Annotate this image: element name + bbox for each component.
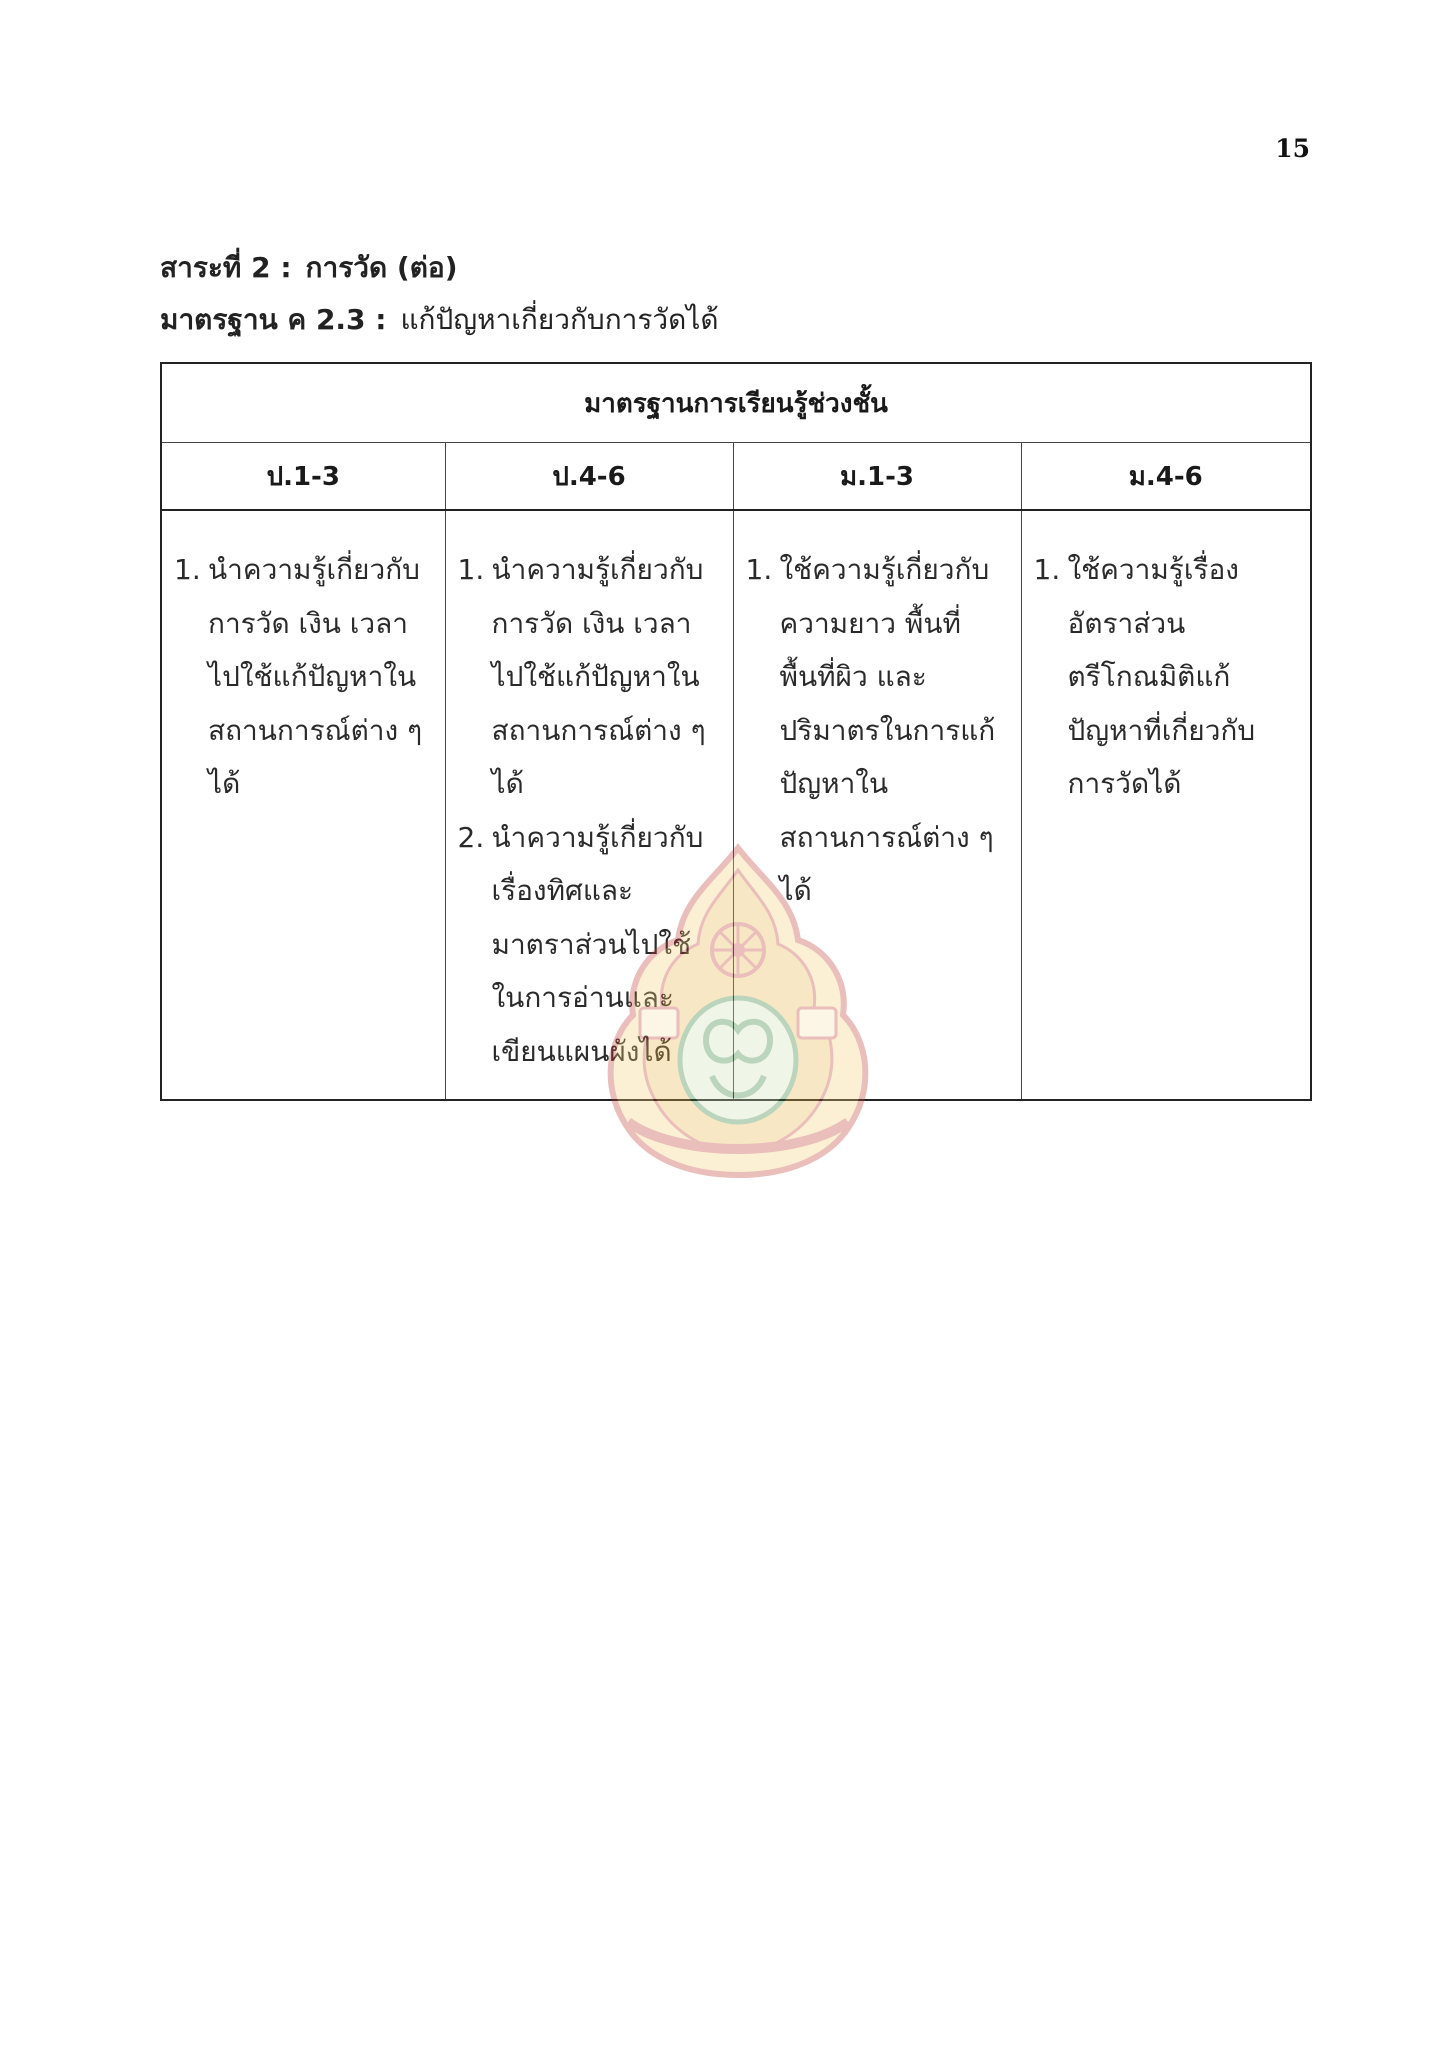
- grade-level-header: ป.4-6: [445, 443, 733, 511]
- indicator-number: 1.: [174, 553, 201, 586]
- indicator-text: นำความรู้เกี่ยวกับการวัด เงิน เวลาไปใช้แก้ปัญหาในสถานการณ์ต่าง ๆ ได้: [491, 553, 706, 800]
- grade-level-header: ม.4-6: [1021, 443, 1311, 511]
- indicator-item: [746, 543, 1011, 918]
- standard-label: มาตรฐาน ค 2.3 :: [160, 303, 387, 336]
- indicators-cell-p4-6: [445, 510, 733, 1100]
- indicator-number: 1.: [745, 553, 773, 586]
- indicator-item: [458, 543, 723, 811]
- indicator-item: [458, 811, 723, 1079]
- indicator-number: 2.: [457, 820, 485, 854]
- indicator-text: นำความรู้เกี่ยวกับเรื่องทิศและมาตราส่วนไปใช้ในการอ่านและเขียนแผนผังได้: [491, 820, 704, 1068]
- standard-heading: [160, 298, 719, 342]
- indicator-item: [1034, 543, 1301, 811]
- indicator-text: นำความรู้เกี่ยวกับการวัด เงิน เวลาไปใช้แก้ปัญหาในสถานการณ์ต่าง ๆ ได้: [208, 553, 423, 800]
- grade-level-header-row: [161, 443, 1311, 511]
- indicators-cell-m4-6: [1021, 510, 1311, 1100]
- strand-title: การวัด (ต่อ): [305, 251, 458, 284]
- indicators-cell-m1-3: [733, 510, 1021, 1100]
- grade-level-header: ป.1-3: [161, 443, 445, 511]
- indicators-row: [161, 510, 1311, 1100]
- grade-level-header: ม.1-3: [733, 443, 1021, 511]
- indicator-text: ใช้ความรู้เรื่องอัตราส่วนตรีโกณมิติแก้ปัญหาที่เกี่ยวกับการวัดได้: [1067, 553, 1256, 800]
- indicator-number: 1.: [1033, 553, 1061, 586]
- indicators-cell-p1-3: [161, 510, 445, 1100]
- table-title: มาตรฐานการเรียนรู้ช่วงชั้น: [161, 363, 1311, 443]
- indicator-number: 1.: [457, 553, 485, 586]
- learning-standards-table: [160, 362, 1312, 1101]
- indicator-text: ใช้ความรู้เกี่ยวกับความยาว พื้นที่ พื้นที่ผิว และปริมาตรในการแก้ปัญหาในสถานการณ์ต่าง ๆ ได้: [779, 553, 996, 907]
- table-title-row: [161, 363, 1311, 443]
- strand-heading: [160, 246, 458, 290]
- standard-description: แก้ปัญหาเกี่ยวกับการวัดได้: [400, 303, 719, 336]
- strand-label: สาระที่ 2 :: [160, 251, 292, 284]
- indicator-item: [174, 543, 435, 811]
- page-number: 15: [1275, 134, 1310, 163]
